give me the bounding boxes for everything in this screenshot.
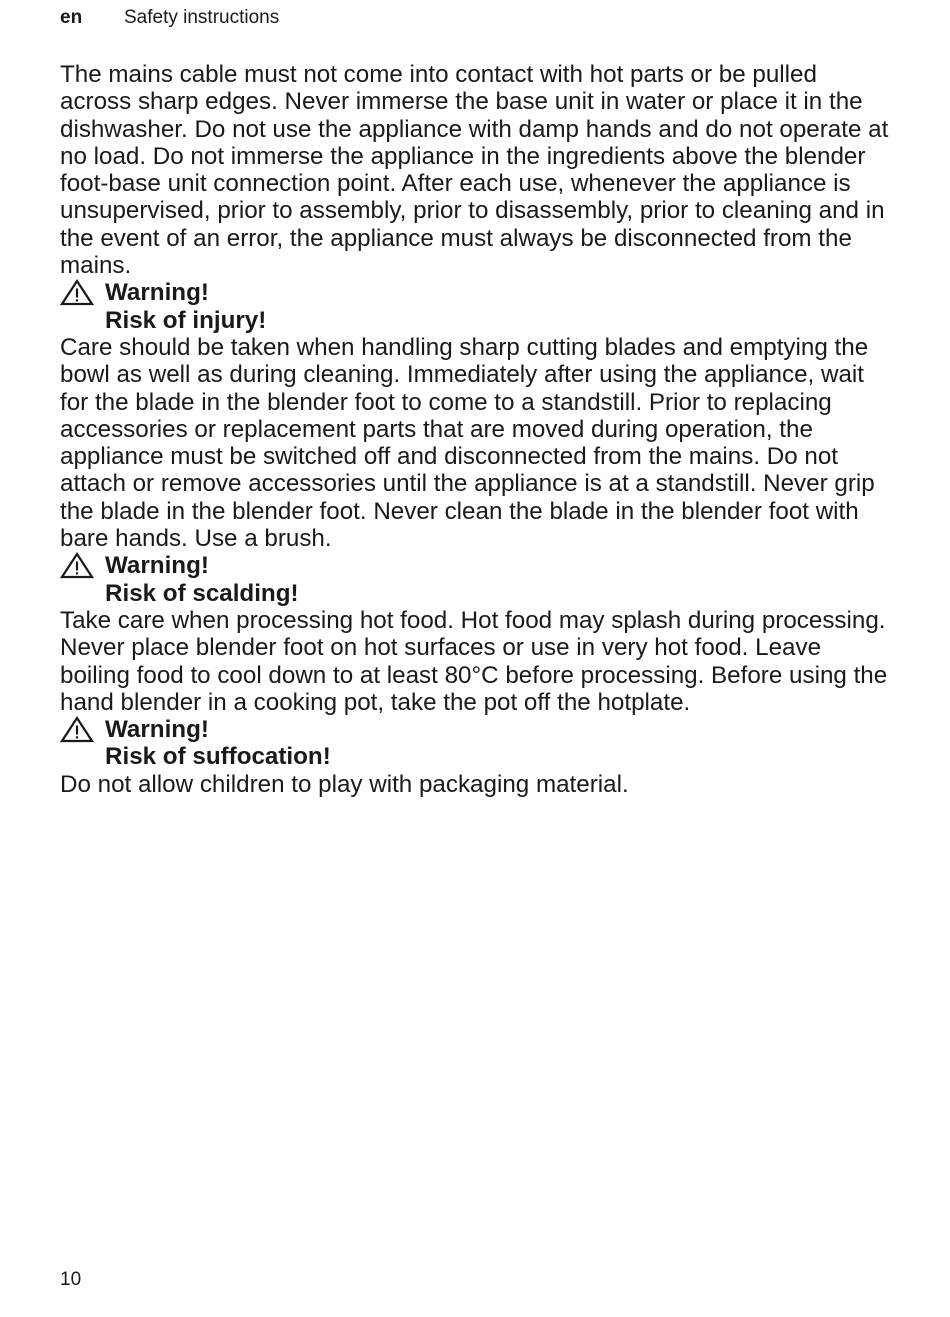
warning-triangle-icon [60,716,94,743]
warning-label: Warning! [105,552,209,580]
warning-triangle-icon [60,279,94,306]
paragraph-scalding: Take care when processing hot food. Hot food may splash during processing. Never place blender foot on hot surfaces or use in very hot food. Leave boiling food to cool down to at least 80°C before processing. Before using the hand blender in a cooking pot, take the pot off the hotplate. [60,606,888,716]
warning-label: Warning! [105,716,209,744]
warning-triangle-icon [60,552,94,579]
page-number: 10 [60,1269,82,1290]
paragraph-mains-cable: The mains cable must not come into contact with hot parts or be pulled across sharp edges. Never immerse the base unit in water or place it in the dishwasher. Do not use the appliance with damp hands and do not operate at no load. Do not immerse the appliance in the ingredients above the blender foot-base unit connection point. After each use, whenever the appliance is unsupervised, prior to assembly, prior to disassembly, prior to cleaning and in the event of an error, the appliance must always be disconnected from the mains. [60,61,889,280]
paragraph-injury: Care should be taken when handling sharp cutting blades and emptying the bowl as well as during cleaning. Immediately after using the appliance, wait for the blade in the blender foot to come to a standstill. Prior to replacing accessories or replacement parts that are moved during operation, the appliance must be switched off and disconnected from the mains. Do not attach or remove accessories until the appliance is at a standstill. Never grip the blade in the blender foot. Never clean the blade in the blender foot with bare hands. Use a brush. [60,333,875,553]
paragraph-suffocation: Do not allow children to play with packaging material. [60,770,629,798]
page-header [60,6,279,30]
warning-injury [60,279,890,334]
warning-risk: Risk of suffocation! [105,743,331,771]
warning-risk: Risk of injury! [105,306,267,334]
section-title: Safety instructions [124,7,280,28]
page-content [60,61,890,798]
warning-suffocation [60,716,890,771]
language-code: en [60,7,83,28]
warning-scalding [60,552,890,607]
warning-risk: Risk of scalding! [105,579,299,607]
warning-label: Warning! [105,279,209,307]
